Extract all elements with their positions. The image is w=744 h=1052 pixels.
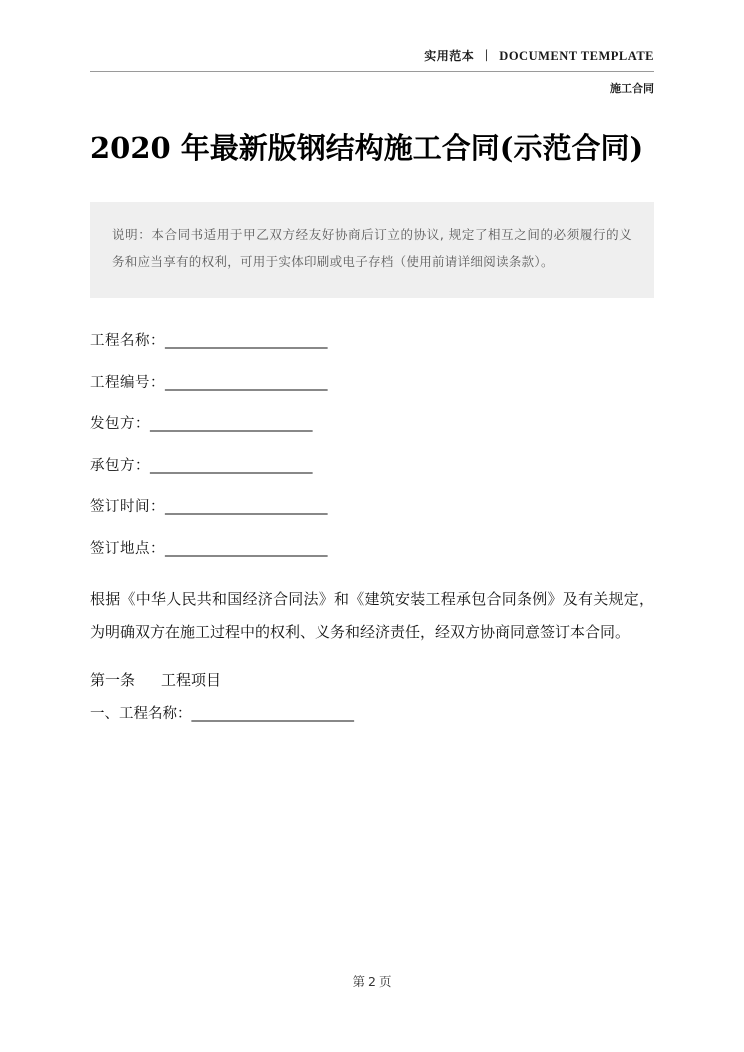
- intro-paragraph: 根据《中华人民共和国经济合同法》和《建筑安装工程承包合同条例》及有关规定，为明确双方在施工过程中的权利、义务和经济责任，经双方协商同意签订本合同。: [90, 590, 654, 641]
- header-brand-cn: 实用范本: [424, 49, 475, 63]
- field-row: [90, 500, 654, 515]
- page-title: 2020 年最新版钢结构施工合同(示范合同): [90, 131, 644, 165]
- clause-heading: [90, 664, 654, 697]
- field-list: [90, 334, 654, 556]
- clause-title: 工程项目: [161, 671, 222, 689]
- page-header: [90, 0, 654, 96]
- footer-page-number: 2: [368, 974, 376, 989]
- footer-suffix: 页: [378, 974, 392, 989]
- header-brand-line: [90, 46, 654, 64]
- header-brand-en: DOCUMENT TEMPLATE: [499, 49, 654, 63]
- field-row: [90, 376, 654, 391]
- field-blank[interactable]: ________________________: [165, 374, 327, 391]
- field-blank[interactable]: ________________________: [165, 499, 327, 515]
- field-blank[interactable]: ________________________: [150, 416, 312, 432]
- header-category: 施工合同: [610, 82, 654, 95]
- field-label: 工程编号：: [90, 374, 165, 391]
- field-label: 发包方：: [90, 416, 150, 432]
- field-blank[interactable]: ________________________: [150, 457, 312, 474]
- page-footer: [0, 972, 744, 990]
- field-label: 签订时间：: [90, 499, 165, 515]
- clause-item-label: 一、工程名称：: [90, 706, 192, 722]
- clause-number: 第一条: [90, 671, 136, 689]
- field-label: 工程名称：: [90, 333, 165, 349]
- note-text: 说明：本合同书适用于甲乙双方经友好协商后订立的协议, 规定了相互之间的必须履行的义务和应当享有的权利，可用于实体印刷或电子存档（使用前请详细阅读条款）。: [112, 227, 632, 270]
- field-row: [90, 417, 654, 432]
- clause-item-blank[interactable]: ________________________: [191, 706, 354, 722]
- footer-prefix: 第: [352, 974, 366, 989]
- header-divider: [90, 71, 654, 72]
- field-row: [90, 334, 654, 349]
- note-box: [90, 202, 654, 298]
- field-blank[interactable]: ________________________: [165, 540, 327, 557]
- field-row: [90, 542, 654, 557]
- header-separator: 丨: [480, 49, 494, 63]
- field-blank[interactable]: ________________________: [165, 333, 327, 349]
- field-label: 签订地点：: [90, 540, 165, 557]
- field-row: [90, 459, 654, 474]
- clause-item: [90, 699, 654, 731]
- field-label: 承包方：: [90, 457, 150, 474]
